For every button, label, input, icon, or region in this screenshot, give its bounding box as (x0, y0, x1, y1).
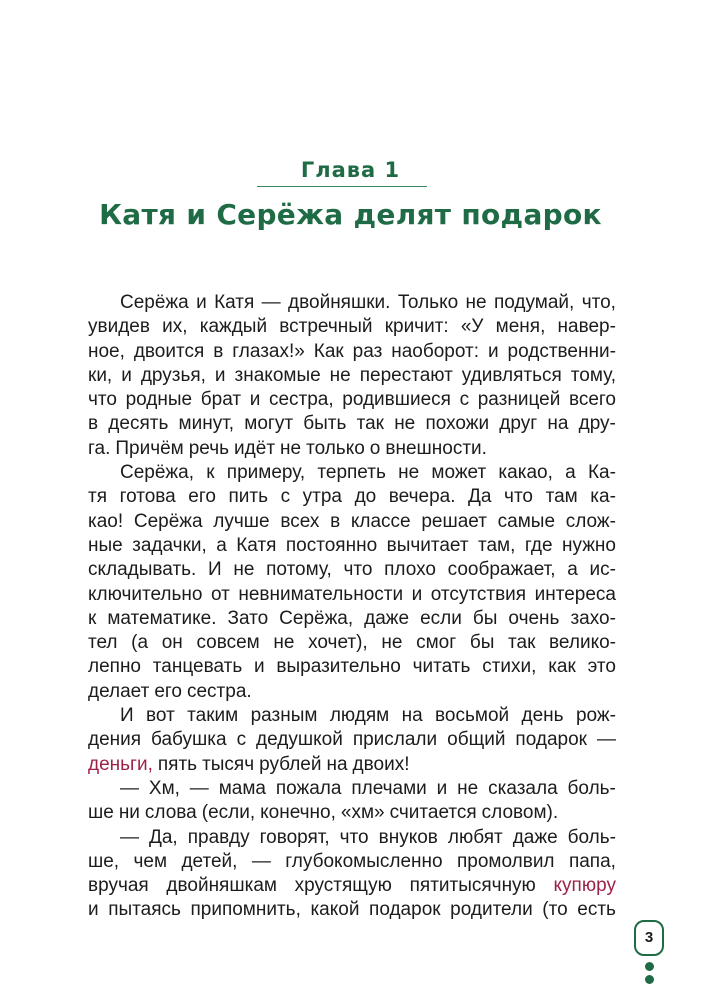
word: правду (187, 826, 250, 848)
word: не (457, 777, 479, 799)
word: самые (497, 510, 556, 532)
word: пожала (275, 777, 342, 799)
word: Причём (115, 437, 184, 459)
word: лепно (88, 656, 142, 678)
glossary-term: купюру (553, 875, 616, 897)
word: подарок (369, 899, 441, 921)
word: не (398, 462, 420, 484)
word: и (487, 340, 499, 362)
word: даже (512, 826, 558, 848)
word: что (339, 826, 369, 848)
word: ка- (590, 486, 616, 508)
word: пять (157, 753, 198, 775)
word: тысяч (202, 753, 255, 775)
text-line (88, 850, 616, 874)
text-line (88, 728, 616, 752)
word: Серёжа (120, 292, 189, 313)
word: есть (577, 899, 616, 921)
word: детей, (181, 850, 238, 872)
text-line (88, 704, 616, 728)
word: перестают (359, 364, 453, 386)
word: ное, (88, 340, 125, 362)
word: не (329, 364, 351, 386)
word: Серёжа (133, 510, 203, 532)
decorative-dot (645, 975, 654, 984)
word: какао, (498, 462, 553, 484)
word: складывать. (88, 559, 197, 581)
word: таким (187, 705, 239, 727)
word: га. (88, 437, 111, 459)
word: пытаясь (108, 899, 181, 921)
word: (то (542, 899, 568, 921)
word: какой (310, 899, 360, 921)
word: пить (228, 486, 269, 508)
text-line (88, 680, 616, 704)
text-line (88, 558, 616, 582)
word: хрустящую (294, 875, 392, 897)
word: Ка- (587, 462, 616, 484)
word: и (196, 292, 207, 313)
word: друг (499, 413, 538, 435)
word: рож- (575, 705, 616, 727)
word: с (459, 389, 470, 411)
word: — (261, 292, 281, 313)
word: смог (416, 632, 457, 654)
word: плечами (351, 777, 427, 799)
word: лучше (213, 510, 270, 532)
text-line (88, 388, 616, 412)
word: — (189, 777, 209, 799)
word: папа, (568, 850, 616, 872)
text-line (88, 291, 616, 315)
word: утра (302, 486, 342, 508)
text-line (88, 631, 616, 655)
word: као! (88, 510, 124, 532)
word: плохо (384, 559, 436, 581)
word: боль- (567, 777, 616, 799)
text-line (88, 777, 616, 801)
word: стихи, (482, 656, 537, 678)
word: к (206, 462, 215, 484)
chapter-divider (257, 186, 427, 187)
word: общий (447, 729, 506, 751)
word: не (381, 632, 403, 654)
word: на (401, 705, 423, 727)
word: математике. (107, 607, 217, 629)
word: его (154, 680, 182, 702)
word: сестра, (268, 389, 334, 411)
word: Серёжа, (120, 462, 194, 484)
page-number: 3 (634, 920, 664, 956)
word: разницей (477, 389, 561, 411)
word: даже (364, 607, 410, 629)
word: двойняшкам (166, 875, 277, 897)
word: Как (313, 340, 344, 362)
word: подумай, (493, 292, 575, 313)
word: вечера. (388, 486, 456, 508)
word: Катя (214, 292, 255, 313)
text-line (88, 826, 616, 850)
word: родившиеся (342, 389, 451, 411)
word: быть (303, 413, 347, 435)
word: идёт (234, 437, 276, 459)
text-line (88, 898, 616, 922)
word: делает (88, 680, 150, 702)
word: восьмой (435, 705, 510, 727)
word: Да (468, 486, 492, 508)
word: внешности. (385, 437, 487, 459)
word: тя (88, 486, 107, 508)
word: велико- (549, 632, 616, 654)
word: брат (200, 389, 242, 411)
word: постоянно (285, 534, 378, 556)
word: нужно (562, 534, 616, 556)
word: и (411, 583, 423, 605)
word: «У (460, 316, 484, 338)
word: — (120, 777, 139, 799)
word: друзья, (140, 364, 206, 386)
text-line (88, 485, 616, 509)
word: может (431, 462, 487, 484)
word: мама (218, 777, 266, 799)
word: (а (131, 632, 149, 654)
word: если (420, 607, 462, 629)
word: так (356, 413, 384, 435)
word: их, (162, 316, 188, 338)
word: на (326, 753, 348, 775)
word: тому, (570, 364, 616, 386)
word: не (394, 413, 416, 435)
chapter-title: Катя и Серёжа делят подарок (99, 198, 602, 231)
text-line (88, 534, 616, 558)
word: его (188, 486, 216, 508)
word: любят (447, 826, 503, 848)
word: (если, (201, 802, 256, 824)
word: людям (329, 705, 390, 727)
word: наоборот: (391, 340, 480, 362)
word: Только (397, 292, 459, 313)
word: невнимательности (238, 583, 404, 605)
word: слова (144, 802, 197, 824)
text-line (88, 874, 616, 898)
word: это (587, 656, 616, 678)
word: кричит: (384, 316, 449, 338)
word: читать (412, 656, 471, 678)
word: пятитысячную (409, 875, 536, 897)
word: — (120, 826, 139, 848)
word: могут (244, 413, 294, 435)
word: словом). (481, 802, 559, 824)
word: прислали (352, 729, 438, 751)
word: ис- (589, 559, 616, 581)
word: от (210, 583, 230, 605)
chapter-body-text (88, 291, 616, 923)
word: Зато (227, 607, 269, 629)
word: не (465, 292, 487, 313)
word: выразительно (276, 656, 401, 678)
word: что (88, 389, 117, 411)
word: и (88, 899, 99, 921)
word: разным (250, 705, 318, 727)
word: родственни- (507, 340, 616, 362)
word: дедушкой (256, 729, 343, 751)
word: раз (352, 340, 383, 362)
word: встречный (279, 316, 373, 338)
text-line (88, 315, 616, 339)
text-line (88, 364, 616, 388)
word: ни (118, 802, 140, 824)
word: двоих! (352, 753, 410, 775)
word: дру- (578, 413, 616, 435)
word: о (369, 437, 381, 459)
word: сестра. (186, 680, 252, 702)
word: в (330, 510, 341, 532)
word: не (280, 437, 302, 459)
word: совсем (196, 632, 260, 654)
glossary-term: деньги, (88, 753, 153, 775)
word: глубокомысленно (285, 850, 443, 872)
word: бы (469, 632, 495, 654)
word: похожи (425, 413, 490, 435)
word: подарок (515, 729, 587, 751)
word: считается (389, 802, 477, 824)
text-line (88, 607, 616, 631)
word: классе (350, 510, 411, 532)
word: чем (133, 850, 168, 872)
word: и (249, 389, 261, 411)
word: задачки, (132, 534, 207, 556)
word: ключительно (88, 583, 203, 605)
word: глазах!» (232, 340, 305, 362)
word: там (545, 486, 578, 508)
word: день (521, 705, 564, 727)
word: слож- (565, 510, 616, 532)
decorative-dot (645, 962, 654, 971)
word: потому, (266, 559, 332, 581)
word: бы (472, 607, 498, 629)
word: в (213, 340, 224, 362)
word: боль- (567, 826, 616, 848)
word: Серёжа, (279, 607, 354, 629)
word: «хм» (340, 802, 385, 824)
word: ше, (88, 850, 120, 872)
word: двоится (133, 340, 205, 362)
word: двойняшки. (288, 292, 391, 313)
word: Да, (149, 826, 178, 848)
word: что, (581, 292, 616, 313)
word: что (504, 486, 534, 508)
word: очень (508, 607, 560, 629)
word: знакомые (234, 364, 321, 386)
word: родители (450, 899, 533, 921)
word: терпеть (317, 462, 386, 484)
word: речь (188, 437, 230, 459)
word: танцевать (152, 656, 243, 678)
word: припомнить, (190, 899, 301, 921)
word: готова (119, 486, 176, 508)
word: рублей (259, 753, 322, 775)
word: Хм, (148, 777, 180, 799)
word: до (354, 486, 377, 508)
word: дения (88, 729, 142, 751)
word: вручая (88, 875, 149, 897)
word: и (121, 364, 132, 386)
text-line (88, 655, 616, 679)
word: вот (146, 705, 175, 727)
text-line (88, 412, 616, 436)
word: не (273, 632, 295, 654)
text-line (88, 753, 616, 777)
word: удивляться (461, 364, 562, 386)
word: захо- (570, 607, 616, 629)
word: решает (421, 510, 487, 532)
word: всех (280, 510, 320, 532)
word: и (436, 777, 448, 799)
word: говорят, (259, 826, 330, 848)
word: а (216, 534, 227, 556)
word: бабушка (151, 729, 227, 751)
word: меня, (495, 316, 546, 338)
word: Катя (236, 534, 277, 556)
word: не (233, 559, 255, 581)
word: каждый (199, 316, 268, 338)
word: конечно, (260, 802, 336, 824)
word: а (565, 462, 576, 484)
word: — (596, 729, 616, 751)
word: ные (88, 534, 123, 556)
word: только (306, 437, 365, 459)
word: и (214, 364, 226, 386)
word: минут, (178, 413, 235, 435)
word: сказала (488, 777, 558, 799)
word: что (343, 559, 373, 581)
word: соображает, (447, 559, 556, 581)
word: с (236, 729, 247, 751)
word: промолвил (457, 850, 555, 872)
word: десять (108, 413, 169, 435)
word: он (161, 632, 183, 654)
word: так (508, 632, 536, 654)
word: родные (125, 389, 193, 411)
text-line (88, 461, 616, 485)
word: — (251, 850, 271, 872)
word: тел (88, 632, 118, 654)
word: к (88, 607, 97, 629)
word: хочет), (308, 632, 368, 654)
word: ки, (88, 364, 113, 386)
word: И (208, 559, 222, 581)
word: внуков (378, 826, 438, 848)
text-line (88, 801, 616, 825)
text-line (88, 340, 616, 364)
word: там, (478, 534, 516, 556)
word: с (280, 486, 291, 508)
word: ше (88, 802, 114, 824)
word: увидев (88, 316, 150, 338)
word: и (254, 656, 265, 678)
word: интереса (534, 583, 616, 605)
word: где (524, 534, 553, 556)
word: в (88, 413, 99, 435)
word: И (120, 705, 134, 727)
text-line (88, 583, 616, 607)
word: как (548, 656, 576, 678)
text-line (88, 510, 616, 534)
word: вычитает (386, 534, 469, 556)
word: примеру, (226, 462, 306, 484)
chapter-label: Глава 1 (300, 158, 401, 182)
word: навер- (557, 316, 616, 338)
word: всего (568, 389, 616, 411)
word: на (547, 413, 569, 435)
word: отсутствия (430, 583, 527, 605)
word: а (567, 559, 578, 581)
text-line (88, 437, 616, 461)
